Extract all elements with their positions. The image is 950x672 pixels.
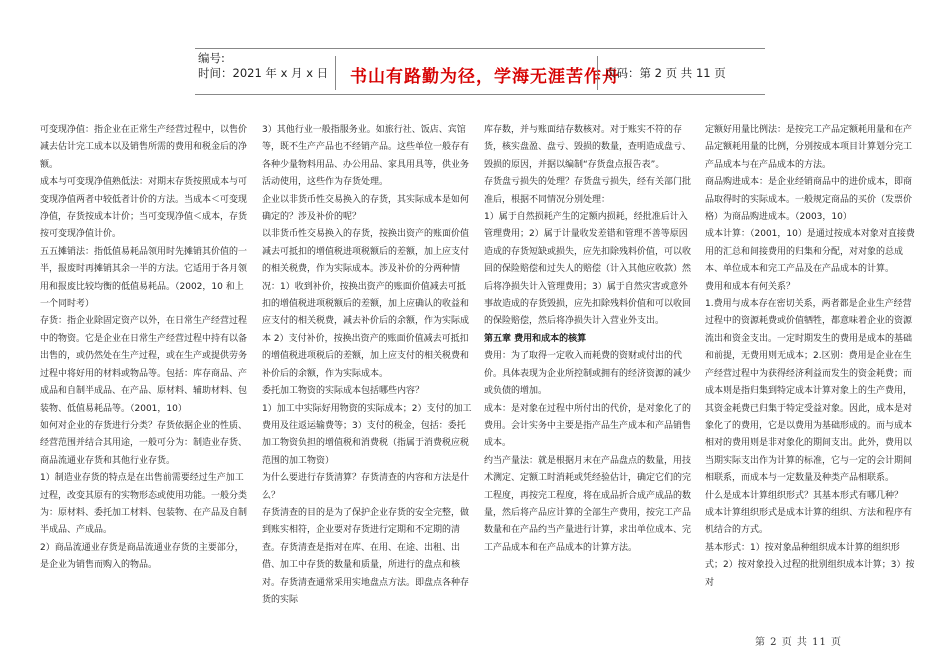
paragraph: 1）加工中实际好用物资的实际成本；2）支付的加工费用及往返运输费等；3）支付的税金，包括：委托加工物资负担的增值税和消费税（指属于消费税应税范围的加工物资） — [262, 403, 472, 466]
paragraph: 如何对企业的存货进行分类？存货依据企业的性质、经营范围并结合其用途，一般可分为：制造业存货、商品流通业存货和其他行业存货。 — [40, 420, 248, 466]
text-column-4 — [705, 122, 915, 592]
chapter-heading: 第五章 费用和成本的核算 — [484, 333, 587, 344]
paragraph: 1）属于自然损耗产生的定额内损耗，经批准后计入管理费用；2）属于计量收发差错和管理不善等原因造成的存货短缺或损失，应先扣除残料价值，可以收回的保险赔偿和过失人的赔偿（计入其他应收款）然后将净损失计入管理费用；3）属于自然灾害或意外事故造成的存货毁损，应先扣除残料价值和可以收回的保险赔偿，然后将净损失计入营业外支出。 — [484, 212, 692, 327]
document-time-label: 时间：2021 年 x 月 x 日 — [198, 66, 329, 80]
paragraph: 成本：是对象在过程中所付出的代价，是对象化了的费用。会计实务中主要是指产品生产成本和产品销售成本。 — [484, 403, 692, 449]
paragraph: 五五摊销法：指低值易耗品领用时先摊销其价值的一半，报废时再摊销其余一半的方法。它适用于各月领用和报废比较均衡的低值易耗品。（2002，10 和上一个同时考） — [40, 246, 248, 310]
paragraph: 费用：为了取得一定收入而耗费的资财或付出的代价。具体表现为企业所控制或拥有的经济资源的减少或负债的增加。 — [484, 351, 692, 397]
text-column-3 — [484, 122, 694, 557]
paragraph: 存货清查的目的是为了保护企业存货的安全完整，做到账实相符，企业要对存货进行定期和不定期的清查。存货清查是指对在库、在用、在途、出租、出借、加工中存货的数量和质量，所进行的盘点和核对。存货清查通常采用实地盘点方法。即盘点各种存货的实际 — [262, 507, 470, 605]
paragraph: 成本计算组织形式是成本计算的组织、方法和程序有机结合的方式。 — [705, 507, 913, 536]
paragraph: 成本与可变现净值熟低法：对期末存货按照成本与可变现净值两者中较低者计价的方法。当成本＜可变现净值，存货按成本计价；当可变现净值＜成本，存货按可变现净值计价。 — [40, 177, 248, 240]
page-header — [195, 48, 765, 98]
paragraph: 企业以非货币性交易换入的存货，其实际成本是如何确定的？涉及补价的呢？ — [262, 194, 470, 223]
header-bottom-rule — [195, 94, 765, 95]
paragraph: 什么是成本计算组织形式？其基本形式有哪几种？ — [705, 490, 904, 501]
paragraph: 3）其他行业一般指服务业。如旅行社、饭店、宾馆等，既不生产产品也不经销产品。这些单位一般存有各种少量物料用品、办公用品、家具用具等，供业务活动使用，这些作为存货处理。 — [262, 125, 470, 188]
paragraph: 成本计算：（2001，10）是通过按成本对象对直接费用的汇总和间接费用的归集和分配，对对象的总成本、单位成本和完工产品及在产品成本的计算。 — [705, 229, 915, 275]
page-footer: 第 2 页 共 11 页 — [755, 637, 842, 648]
header-divider — [335, 56, 336, 90]
header-page-number: 页码：第 2 页 共 11 页 — [605, 66, 726, 80]
text-column-1 — [40, 122, 250, 575]
paragraph: 约当产量法：就是根据月末在产品盘点的数量，用技术测定、定额工时消耗或凭经验估计，确定它们的完工程度，再按完工程度，将在成品折合成产成品的数量，然后将产品应计算的全部生产费用，按完工产品数量和在产品约当产量进行计算，求出单位成本、完工产品成本和在产品成本的计算方法。 — [484, 455, 692, 553]
paragraph: 存货：指企业除固定资产以外，在日常生产经营过程中的物资。它是企业在日常生产经营过程中持有以备出售的，或仍然处在生产过程，或在生产或提供劳务过程中将好用的材料或物品等。包括：库存商品、产成品和自制半成品、在产品、原材料、辅助材料、包装物、低值易耗品等。（2001，10） — [40, 316, 248, 414]
text-column-2 — [262, 122, 472, 609]
paragraph: 1.费用与成本存在密切关系，两者都是企业生产经营过程中的资源耗费或价值牺牲，都意味着企业的资源流出和资金支出。一定时期发生的费用是成本的基础和前提，无费用则无成本；2.区别：费用是企业在生产经营过程中为获得经济利益而发生的资金耗费；而成本则是指归集到特定成本计算对象上的生产费用，其资金耗费已归集于特定受益对象。因此，成本是对象化了的费用，它是以费用为基础形成的。而与成本相对的费用则是非对象化的期间支出。此外，费用以当期实际支出作为计算的标准，它与一定的会计期间相联系，而成本与一定数量及种类产品相联系。 — [705, 299, 913, 484]
paragraph: 库存数，并与账面结存数核对。对于账实不符的存货，核实盘盈、盘亏、毁损的数量，查明造成盘亏、毁损的原因，并据以编制“存货盘点报告表”。 — [484, 125, 692, 170]
paragraph: 商品购进成本：是企业经销商品中的进价成本，即商品取得时的实际成本。一般规定商品的买价（发票价格）为商品购进成本。（2003，10） — [705, 177, 913, 223]
header-slogan: 书山有路勤为径，学海无涯苦作舟 — [350, 67, 620, 87]
header-divider — [597, 56, 598, 90]
paragraph: 费用和成本有何关系？ — [705, 281, 796, 292]
paragraph: 委托加工物资的实际成本包括哪些内容？ — [262, 386, 425, 397]
header-meta — [198, 51, 328, 81]
paragraph: 定额好用量比例法：是按完工产品定额耗用量和在产品定额耗用量的比例，分别按成本项目计算划分完工产品成本与在产品成本的方法。 — [705, 125, 913, 170]
paragraph: 可变现净值：指企业在正常生产经营过程中，以售价减去估计完工成本以及销售所需的费用和税金后的净额。 — [40, 125, 248, 170]
paragraph: 基本形式：1）按对象品种组织成本计算的组织形式；2）按对象投入过程的批别组织成本计算；3）按对 — [705, 542, 915, 588]
paragraph: 为什么要进行存货清算？存货清查的内容和方法是什么？ — [262, 473, 470, 501]
paragraph: 存货盘亏损失的处理？存货盘亏损失，经有关部门批准后，根据不同情况分别处理： — [484, 177, 692, 205]
paragraph: 2）商品流通业存货是商品流通业存货的主要部分，是企业为销售而购入的物品。 — [40, 542, 244, 571]
header-top-rule — [195, 48, 765, 49]
paragraph: 1）制造业存货的特点是在出售前需要经过生产加工过程，改变其原有的实物形态或使用功能。一般分类为：原材料、委托加工材料、包装物、在产品及自制半成品、产成品。 — [40, 473, 248, 536]
document-code-label: 编号: — [198, 51, 225, 65]
paragraph: 以非货币性交易换入的存货，按换出资产的账面价值减去可抵扣的增值税进项税额后的差额，加上应支付的相关税费，作为实际成本。涉及补价的分两种情况：1）收到补价，按换出资产的账面价值减去可抵扣的增值税进项税额后的差额，加上应确认的收益和应支付的相关税费，减去补价后的余额，作为实际成本 2）支付补价，按换出资产的账面价值减去可抵扣的增值税进项税后的差额，加上应支付的相关税费和补价后的余额，作为实际成本。 — [262, 229, 470, 379]
